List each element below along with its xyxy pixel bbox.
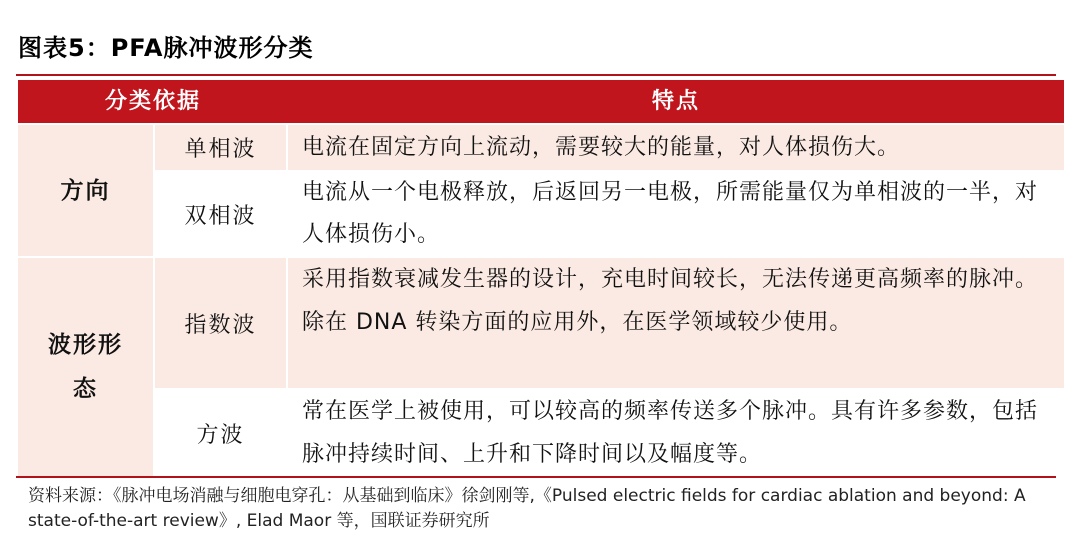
title-divider xyxy=(16,74,1056,76)
category-label: 方向 xyxy=(60,177,111,204)
desc-cell-monophasic xyxy=(288,125,1064,170)
type-cell-square xyxy=(155,390,286,476)
desc-cell-exponential xyxy=(288,258,1064,388)
type-label: 单相波 xyxy=(184,137,257,162)
desc-cell-biphasic xyxy=(288,172,1064,256)
header-basis: 分类依据 xyxy=(104,89,201,114)
description-text: 采用指数衰减发生器的设计，充电时间较长，无法传递更高频率的脉冲。除在 DNA 转染方面的应用外，在医学领域较少使用。 xyxy=(302,267,1039,335)
type-label: 指数波 xyxy=(184,312,257,338)
type-cell-biphasic xyxy=(155,172,286,256)
category-cell-waveform xyxy=(18,258,153,476)
source-note: 资料来源：《脉冲电场消融与细胞电穿孔：从基础到临床》徐剑刚等,《Pulsed electric fields for cardiac ablation and beyond: A state-of-the-art review》, Elad Maor 等，国联证券研究所 xyxy=(28,486,1026,531)
description-text: 常在医学上被使用，可以较高的频率传送多个脉冲。具有许多参数，包括脉冲持续时间、上升和下降时间以及幅度等。 xyxy=(302,399,1039,467)
category-cell-direction xyxy=(18,125,153,256)
type-cell-monophasic xyxy=(155,125,286,170)
table-header xyxy=(18,80,1064,123)
figure-title: 图表5：PFA脉冲波形分类 xyxy=(18,34,314,62)
desc-cell-square xyxy=(288,390,1064,476)
header-features: 特点 xyxy=(651,89,700,114)
description-text: 电流从一个电极释放，后返回另一电极，所需能量仅为单相波的一半，对人体损伤小。 xyxy=(302,180,1039,247)
type-label: 双相波 xyxy=(184,203,257,229)
description-text: 电流在固定方向上流动，需要较大的能量，对人体损伤大。 xyxy=(302,135,901,160)
category-label: 波形形态 xyxy=(48,332,123,402)
type-cell-exponential xyxy=(155,258,286,388)
table-bottom-divider xyxy=(16,476,1056,478)
type-label: 方波 xyxy=(196,422,245,448)
